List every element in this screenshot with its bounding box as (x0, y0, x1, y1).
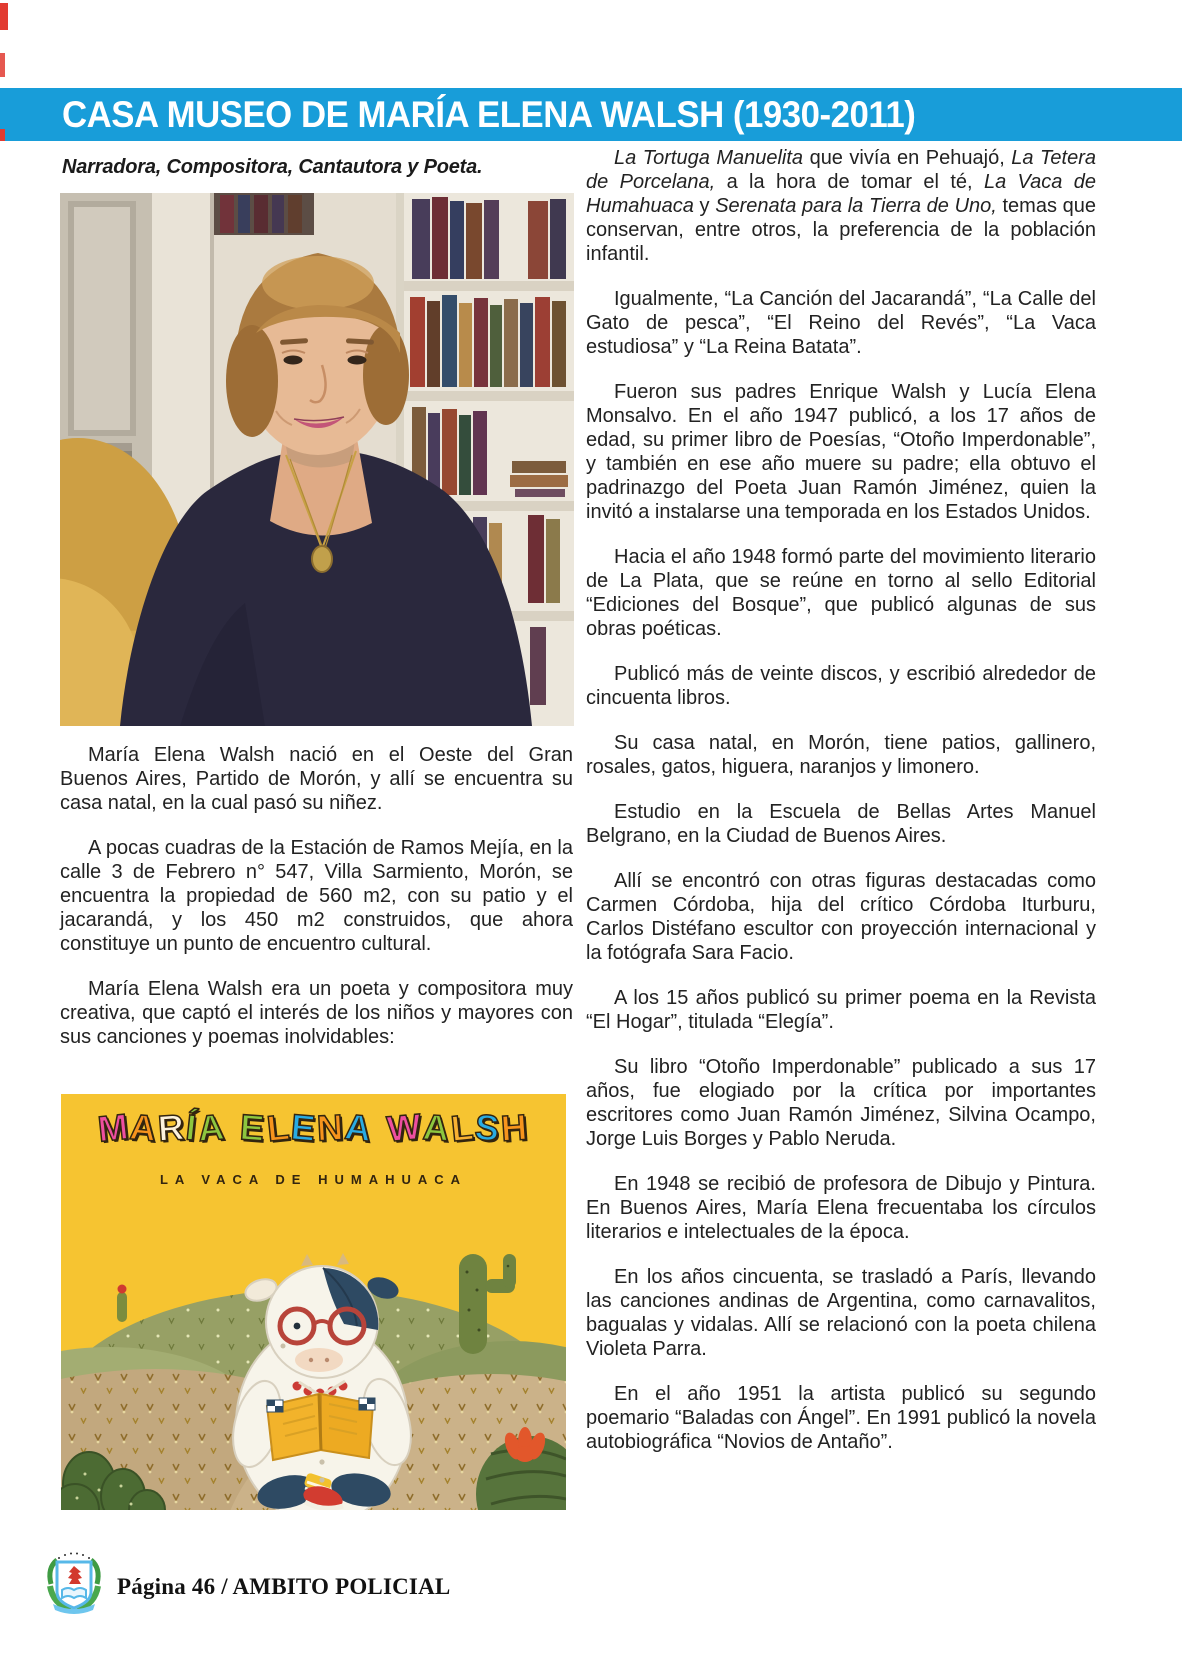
title-banner (0, 88, 1182, 141)
red-edge-mark (0, 3, 8, 30)
page-number-label: Página 46 / AMBITO POLICIAL (117, 1574, 451, 1599)
paragraph: En 1948 se recibió de profesora de Dibujo y Pintura. En Buenos Aires, María Elena frecuentaba los círculos literarios e intelectuales de la época. (586, 1173, 1096, 1243)
book-title-italic: La Tortuga Manuelita (614, 147, 804, 169)
article-subheading: Narradora, Compositora, Cantautora y Poeta. (62, 156, 483, 178)
portrait-photo (60, 193, 574, 726)
paragraph: Igualmente, “La Canción del Jacarandá”, “La Calle del Gato de pesca”, “El Reino del Revés”, “La Vaca estudiosa” y “La Reina Batata”. (586, 288, 1096, 358)
cover-subtitle: LA VACA DE HUMAHUACA (159, 1172, 468, 1187)
right-column (586, 146, 1096, 1454)
paragraph: Su casa natal, en Morón, tiene patios, gallinero, rosales, gatos, higuera, naranjos y limonero. (586, 732, 1096, 778)
ambito-policial-emblem-icon (43, 1550, 105, 1616)
red-edge-mark (0, 129, 5, 141)
red-edge-mark (0, 53, 5, 77)
paragraph-text: que vivía en Pehuajó, (803, 147, 1012, 169)
book-cover (61, 1094, 566, 1510)
cow-illustration (61, 1094, 566, 1510)
paragraph-text: a la hora de tomar el té, (715, 171, 984, 193)
paragraph: En el año 1951 la artista publicó su segundo poemario “Baladas con Ángel”. En 1991 publicó la novela autobiográfica “Novios de Antaño”. (586, 1383, 1096, 1453)
book-title-italic: La Vaca de Humahuaca (586, 171, 1096, 217)
book-title-italic: La Tetera de Porcelana, (586, 147, 1096, 193)
paragraph: María Elena Walsh era un poeta y compositora muy creativa, que captó el interés de los niños y mayores con sus canciones y poemas inolvidables: (60, 978, 573, 1048)
paragraph: A pocas cuadras de la Estación de Ramos Mejía, en la calle 3 de Febrero n° 547, Villa Sarmiento, Morón, se encuentra la propiedad de 560 m2, con su patio y el jacarandá, y los 450 m2 construidos, que ahora constituye un punto de encuentro cultural. (60, 837, 573, 955)
paragraph: Su libro “Otoño Imperdonable” publicado a sus 17 años, fue elogiado por la crítica por importantes escritores como Juan Ramón Jiménez, Silvina Ocampo, Jorge Luis Borges y Pablo Neruda. (586, 1056, 1096, 1150)
cover-title: MARÍA ELENA WALSH (96, 1105, 530, 1150)
paragraph (586, 146, 1096, 266)
paragraph: Allí se encontró con otras figuras destacadas como Carmen Córdoba, hija del crítico Córdoba Iturburu, Carlos Distéfano escultor con proyección internacional y la fotógrafa Sara Facio. (586, 870, 1096, 964)
page-title: CASA MUSEO DE MARÍA ELENA WALSH (1930-2011) (62, 94, 916, 135)
portrait-photo-art (60, 193, 574, 726)
paragraph-text: temas que conservan, entre otros, la preferencia de la población infantil. (586, 195, 1096, 265)
paragraph: En los años cincuenta, se trasladó a París, llevando las canciones andinas de Argentina, como carnavalitos, bagualas y vidalas. Allí se relacionó con la poeta chilena Violeta Parra. (586, 1266, 1096, 1360)
paragraph: Publicó más de veinte discos, y escribió alrededor de cincuenta libros. (586, 663, 1096, 709)
paragraph-text: y (693, 195, 716, 217)
paragraph: María Elena Walsh nació en el Oeste del Gran Buenos Aires, Partido de Morón, y allí se encuentra su casa natal, en la cual pasó su niñez. (60, 744, 573, 814)
paragraph: Fueron sus padres Enrique Walsh y Lucía Elena Monsalvo. En el año 1947 publicó, a los 17 años de edad, su primer libro de Poesías, “Otoño Imperdonable”, y también en ese año muere su padre; ella obtuvo el padrinazgo del Poeta Juan Ramón Jiménez, quien la invitó a instalarse una temporada en los Estados Unidos. (586, 381, 1096, 523)
paragraph: Hacia el año 1948 formó parte del movimiento literario de La Plata, que se reúne en torno al sello Editorial “Ediciones del Bosque”, que publicó algunas de sus obras poéticas. (586, 546, 1096, 640)
left-column (60, 743, 573, 1049)
paragraph: A los 15 años publicó su primer poema en la Revista “El Hogar”, titulada “Elegía”. (586, 987, 1096, 1033)
book-title-italic: Serenata para la Tierra de Uno, (715, 195, 997, 217)
paragraph: Estudio en la Escuela de Bellas Artes Manuel Belgrano, en la Ciudad de Buenos Aires. (586, 801, 1096, 847)
